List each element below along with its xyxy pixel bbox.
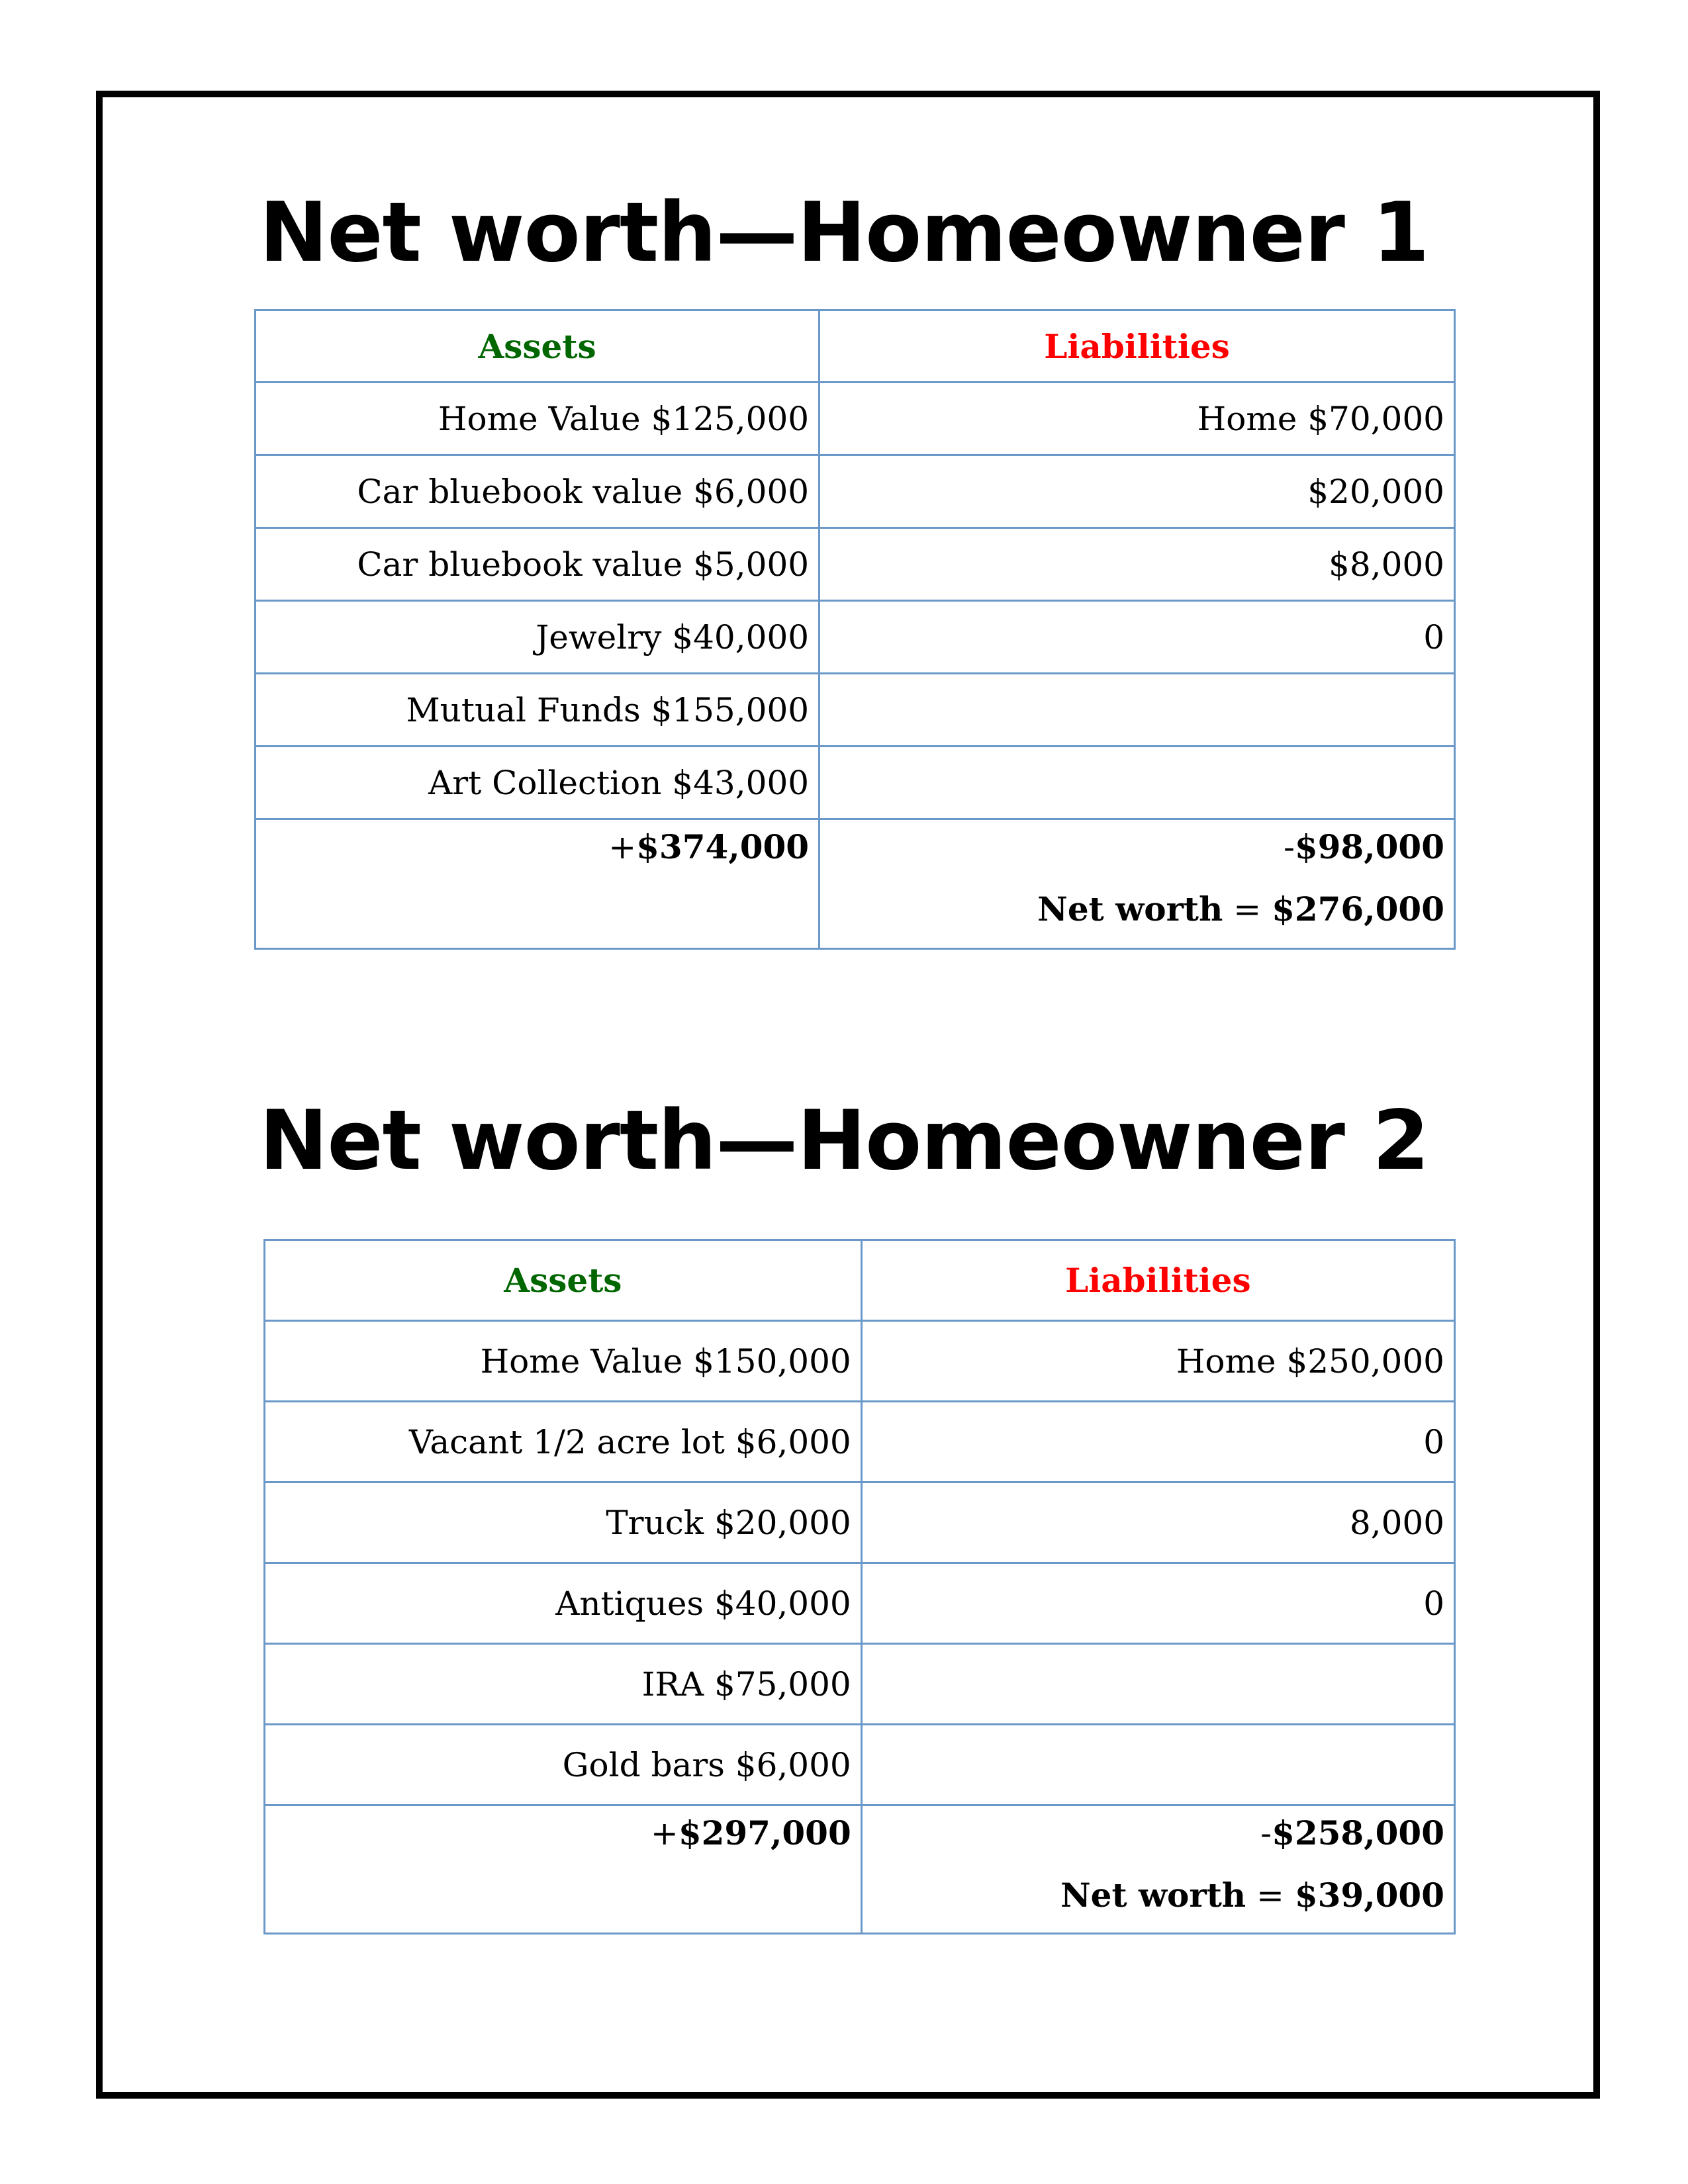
asset-cell: Art Collection $43,000 (256, 747, 820, 819)
net-worth-label: Net worth (1060, 1876, 1246, 1915)
net-worth-table-homeowner-2 (263, 1239, 1456, 1934)
liability-cell (861, 1725, 1454, 1805)
liability-cell: $20,000 (820, 455, 1455, 528)
section-title-homeowner-1: Net worth—Homeowner 1 (259, 185, 1429, 281)
asset-cell: Vacant 1/2 acre lot $6,000 (265, 1402, 862, 1482)
asset-cell: Home Value $125,000 (256, 383, 820, 455)
liabilities-header: Liabilities (820, 310, 1455, 383)
net-worth-line (872, 1876, 1444, 1915)
asset-cell: Antiques $40,000 (265, 1563, 862, 1644)
table-row (256, 455, 1455, 528)
asset-cell: Home Value $150,000 (265, 1321, 862, 1402)
table-row (265, 1644, 1455, 1725)
net-worth-equals: = (1246, 1876, 1295, 1915)
liability-cell: 0 (861, 1563, 1454, 1644)
liability-cell: Home $70,000 (820, 383, 1455, 455)
table-row (256, 747, 1455, 819)
net-worth-value: $39,000 (1294, 1876, 1444, 1915)
liability-cell (820, 674, 1455, 747)
table-row (265, 1402, 1455, 1482)
net-worth-value: $276,000 (1272, 889, 1444, 929)
asset-cell: Car bluebook value $5,000 (256, 528, 820, 601)
net-worth-equals: = (1223, 890, 1272, 929)
liability-cell: Home $250,000 (861, 1321, 1454, 1402)
asset-cell: Gold bars $6,000 (265, 1725, 862, 1805)
table-header-row (265, 1240, 1455, 1321)
asset-cell: Car bluebook value $6,000 (256, 455, 820, 528)
liabilities-header: Liabilities (861, 1240, 1454, 1321)
liability-cell: 8,000 (861, 1482, 1454, 1563)
assets-header: Assets (265, 1240, 862, 1321)
totals-row (265, 1805, 1455, 1934)
net-worth-line (829, 889, 1444, 929)
liabilities-total-value: $258,000 (1272, 1813, 1444, 1852)
liabilities-total-cell (820, 819, 1455, 949)
liabilities-total-sign: - (1260, 1814, 1272, 1852)
table-row (256, 528, 1455, 601)
assets-total-value: $374,000 (636, 827, 810, 866)
assets-total-cell (256, 819, 820, 949)
liability-cell (820, 747, 1455, 819)
assets-total-sign: + (608, 828, 637, 866)
asset-cell: Truck $20,000 (265, 1482, 862, 1563)
net-worth-table-homeowner-1 (254, 309, 1456, 950)
section-title-homeowner-2: Net worth—Homeowner 2 (259, 1093, 1429, 1189)
table-row (265, 1321, 1455, 1402)
liability-cell: 0 (820, 601, 1455, 674)
asset-cell: Jewelry $40,000 (256, 601, 820, 674)
assets-total-cell (265, 1805, 862, 1934)
table-header-row (256, 310, 1455, 383)
liabilities-total-cell (861, 1805, 1454, 1934)
net-worth-label: Net worth (1037, 889, 1223, 929)
assets-header: Assets (256, 310, 820, 383)
liability-cell: 0 (861, 1402, 1454, 1482)
table-row (256, 601, 1455, 674)
liability-cell (861, 1644, 1454, 1725)
assets-total-sign: + (650, 1814, 679, 1852)
liabilities-total-sign: - (1283, 828, 1295, 866)
table-row (265, 1482, 1455, 1563)
liabilities-total-value: $98,000 (1294, 827, 1444, 866)
table-row (256, 674, 1455, 747)
assets-total-value: $297,000 (678, 1813, 851, 1852)
asset-cell: IRA $75,000 (265, 1644, 862, 1725)
asset-cell: Mutual Funds $155,000 (256, 674, 820, 747)
totals-row (256, 819, 1455, 949)
liability-cell: $8,000 (820, 528, 1455, 601)
table-row (265, 1563, 1455, 1644)
table-row (265, 1725, 1455, 1805)
table-row (256, 383, 1455, 455)
